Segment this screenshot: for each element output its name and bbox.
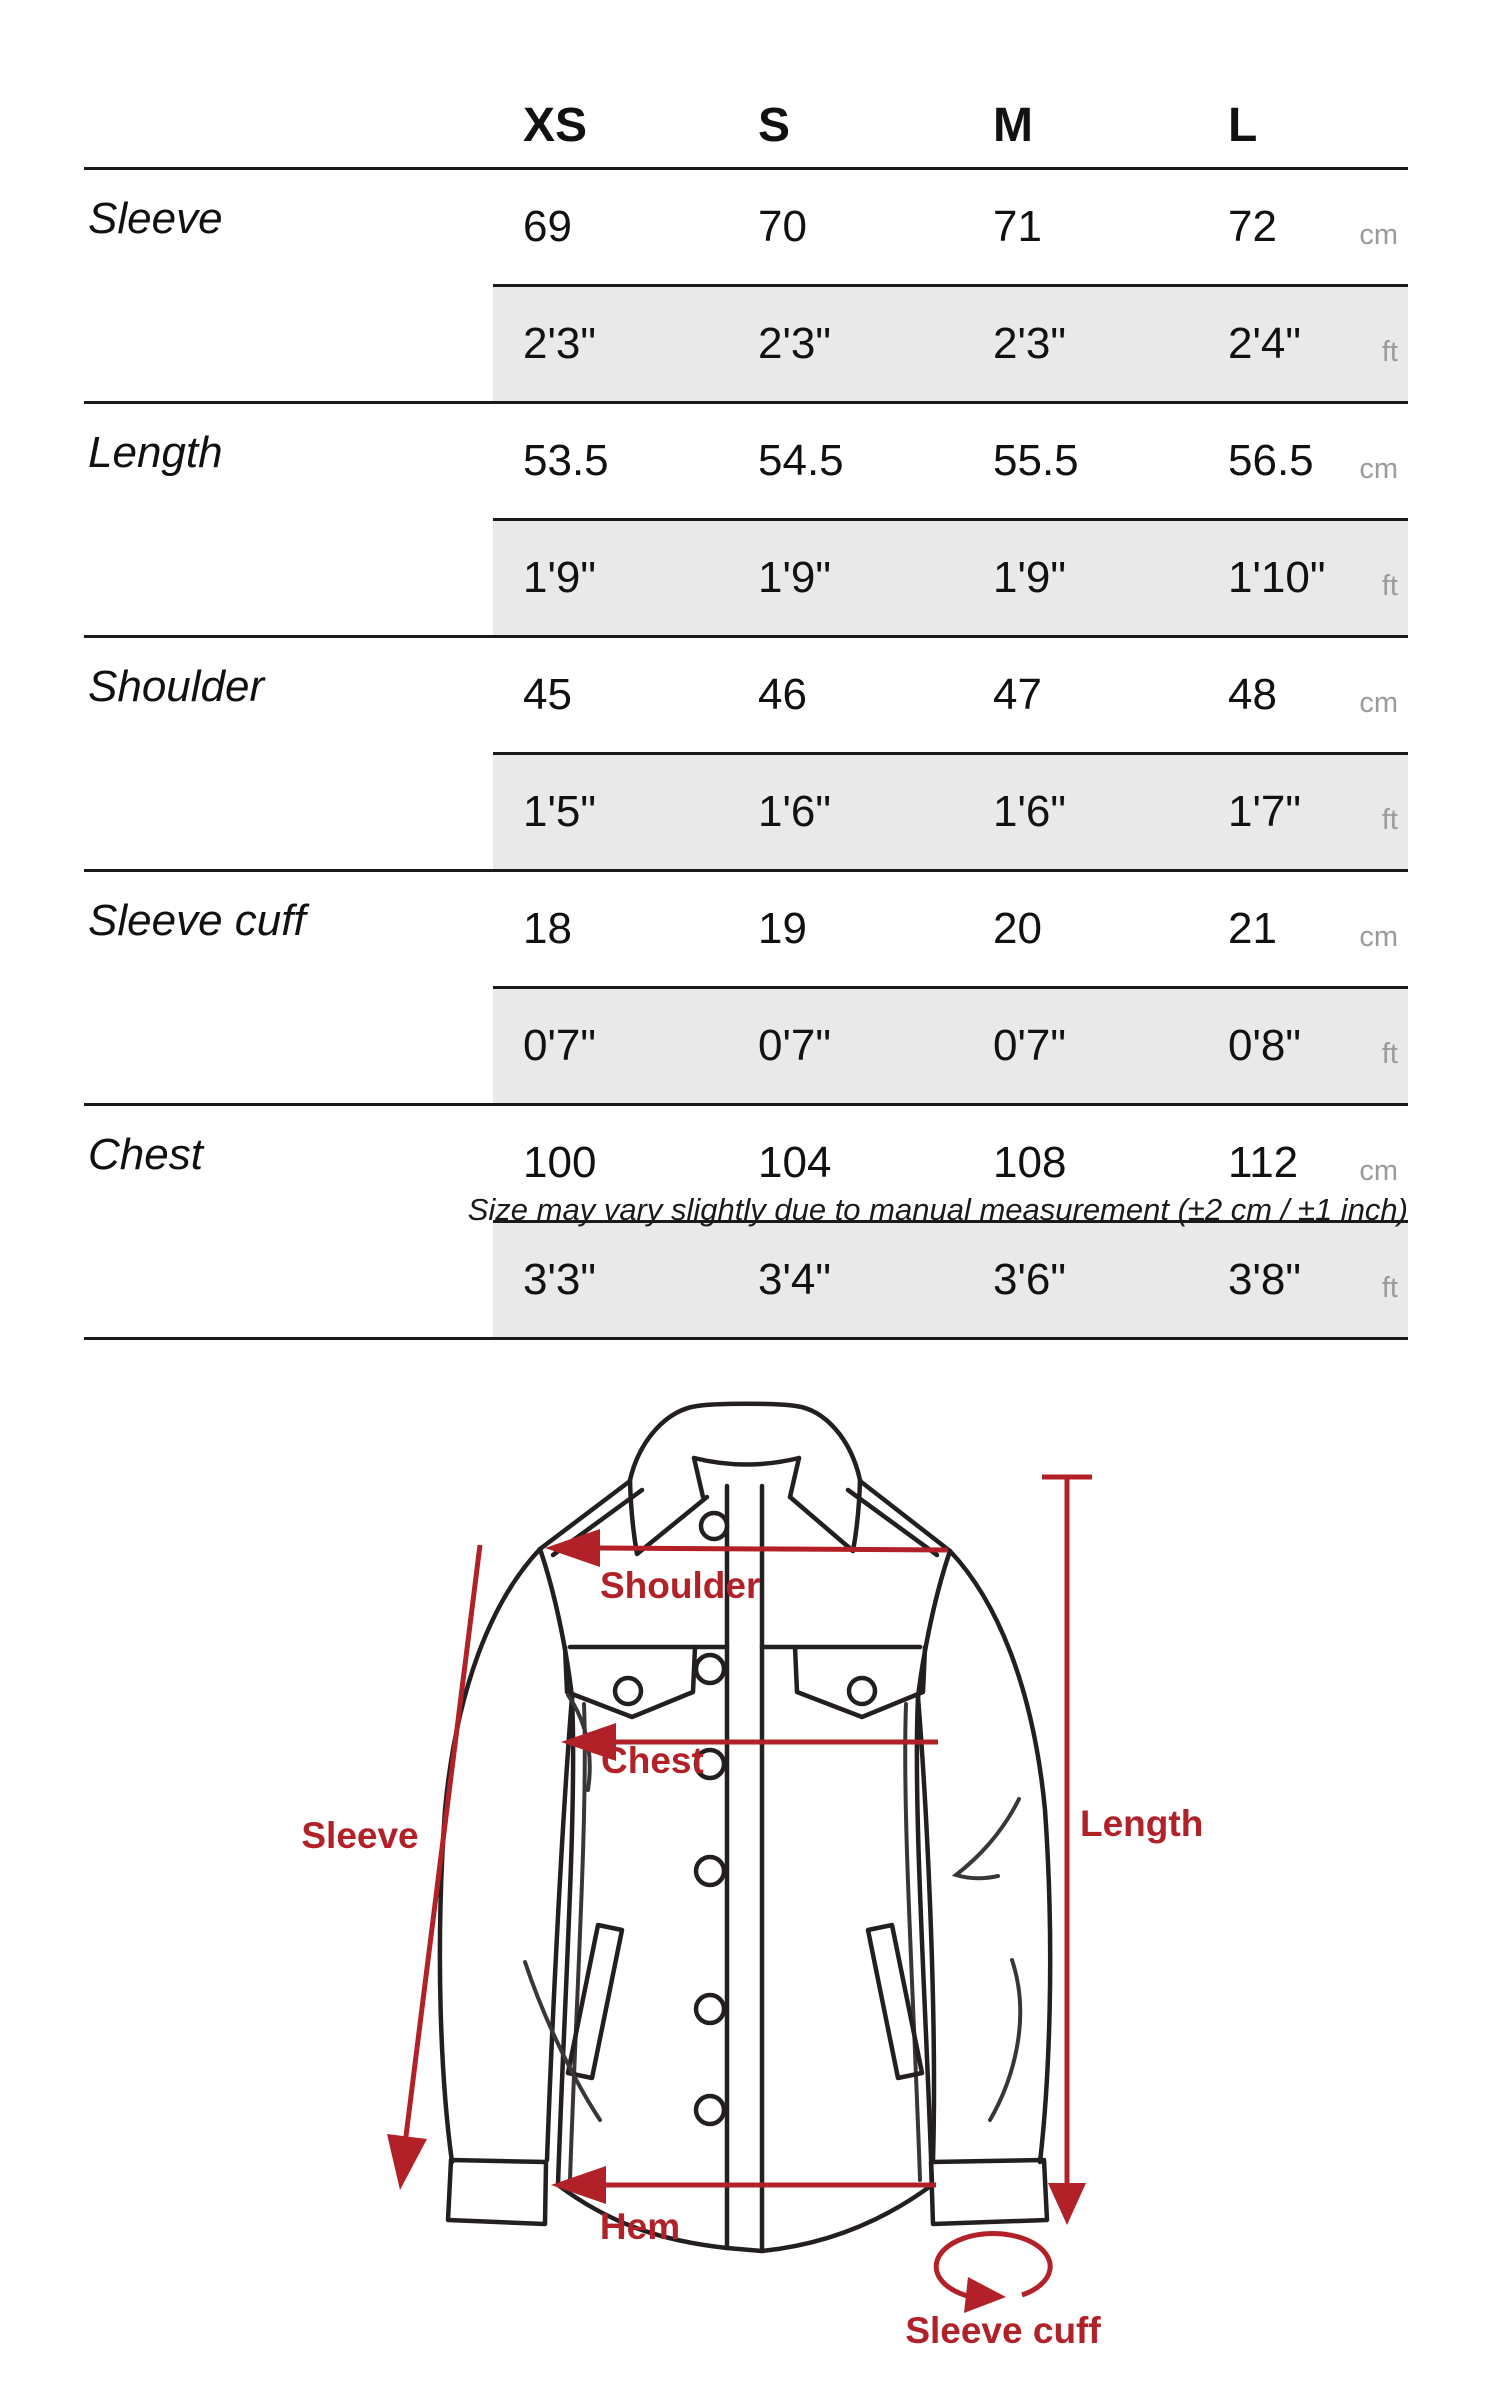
cell-value: 1'6" <box>963 754 1198 871</box>
sleeve-dimension-label: Sleeve <box>301 1815 419 1856</box>
sleeve-cuff-circumference-arrow <box>936 2234 1050 2313</box>
row-label-sleeve: Sleeve <box>84 169 493 403</box>
pocket-button <box>615 1678 641 1704</box>
cell-value: 112 <box>1228 1138 1299 1187</box>
table-row <box>84 169 1408 286</box>
cell-value: 1'10" <box>1198 520 1340 637</box>
hem-dimension-arrow <box>551 2166 936 2204</box>
cell-value: 47 <box>993 670 1042 719</box>
cell-value: 2'3" <box>493 286 728 403</box>
cell-value: 0'7" <box>493 988 728 1105</box>
chest-dimension-label: Chest <box>601 1740 704 1781</box>
table-row <box>84 637 1408 754</box>
table-row <box>84 871 1408 988</box>
cell-value: 0'7" <box>963 988 1198 1105</box>
cell-value: 55.5 <box>993 436 1079 485</box>
placket-button <box>696 2096 724 2124</box>
unit-ft: ft <box>1340 520 1408 637</box>
unit-ft: ft <box>1340 754 1408 871</box>
unit-cm: cm <box>1359 218 1398 251</box>
cell-value: 71 <box>993 202 1042 251</box>
cell-value: 3'8" <box>1198 1222 1340 1339</box>
cell-value: 104 <box>758 1138 832 1187</box>
cell-value: 3'6" <box>963 1222 1198 1339</box>
cell-value: 0'7" <box>728 988 963 1105</box>
cell-value: 3'3" <box>493 1222 728 1339</box>
row-label-chest: Chest <box>84 1105 493 1339</box>
size-header-s: S <box>728 0 963 169</box>
cell-value: 48 <box>1228 670 1277 719</box>
table-row <box>84 403 1408 520</box>
measurement-disclaimer: Size may vary slightly due to manual measurement (±2 cm / ±1 inch) <box>467 1192 1408 1227</box>
cell-value: 100 <box>523 1138 597 1187</box>
cell-value: 18 <box>523 904 572 953</box>
sleeve-dimension-arrow <box>387 1545 480 2190</box>
jacket-measurement-diagram <box>0 1340 1500 2400</box>
row-label-sleeve-cuff: Sleeve cuff <box>84 871 493 1105</box>
unit-cm: cm <box>1359 920 1398 953</box>
cell-value: 2'4" <box>1198 286 1340 403</box>
cell-value: 1'7" <box>1198 754 1340 871</box>
cell-value: 1'5" <box>493 754 728 871</box>
cell-value: 46 <box>758 670 807 719</box>
cell-value: 1'9" <box>963 520 1198 637</box>
corner-cell <box>84 0 493 169</box>
placket-button <box>696 1857 724 1885</box>
cell-value: 72 <box>1228 202 1277 251</box>
row-label-length: Length <box>84 403 493 637</box>
pocket-button <box>849 1678 875 1704</box>
size-chart-table <box>84 0 1408 1340</box>
cell-value: 54.5 <box>758 436 844 485</box>
cell-value: 3'4" <box>728 1222 963 1339</box>
cell-value: 108 <box>993 1138 1067 1187</box>
unit-ft: ft <box>1340 1222 1408 1339</box>
size-header-xs: XS <box>493 0 728 169</box>
cell-value: 21 <box>1228 904 1277 953</box>
cell-value: 70 <box>758 202 807 251</box>
unit-header <box>1340 0 1408 169</box>
cell-value: 1'9" <box>728 520 963 637</box>
cell-value: 2'3" <box>728 286 963 403</box>
dimension-annotations <box>301 1477 1203 2351</box>
cell-value: 1'9" <box>493 520 728 637</box>
cell-value: 45 <box>523 670 572 719</box>
placket-button <box>696 1655 724 1683</box>
collar-button <box>701 1513 727 1539</box>
size-header-row <box>84 0 1408 169</box>
cell-value: 53.5 <box>523 436 609 485</box>
jacket-sketch <box>440 1404 1050 2251</box>
unit-cm: cm <box>1359 686 1398 719</box>
size-header-m: M <box>963 0 1198 169</box>
cell-value: 69 <box>523 202 572 251</box>
cell-value: 0'8" <box>1198 988 1340 1105</box>
unit-cm: cm <box>1359 1154 1398 1187</box>
row-label-shoulder: Shoulder <box>84 637 493 871</box>
shoulder-dimension-label: Shoulder <box>600 1565 761 1606</box>
hem-dimension-label: Hem <box>599 2206 681 2247</box>
unit-ft: ft <box>1340 286 1408 403</box>
placket-button <box>696 1995 724 2023</box>
length-dimension-label: Length <box>1080 1803 1204 1844</box>
cell-value: 19 <box>758 904 807 953</box>
cell-value: 1'6" <box>728 754 963 871</box>
unit-cm: cm <box>1359 452 1398 485</box>
shoulder-dimension-arrow <box>545 1529 948 1567</box>
cell-value: 20 <box>993 904 1042 953</box>
cell-value: 2'3" <box>963 286 1198 403</box>
unit-ft: ft <box>1340 988 1408 1105</box>
sleeve-cuff-dimension-label: Sleeve cuff <box>905 2310 1101 2351</box>
size-header-l: L <box>1198 0 1340 169</box>
cell-value: 56.5 <box>1228 436 1314 485</box>
